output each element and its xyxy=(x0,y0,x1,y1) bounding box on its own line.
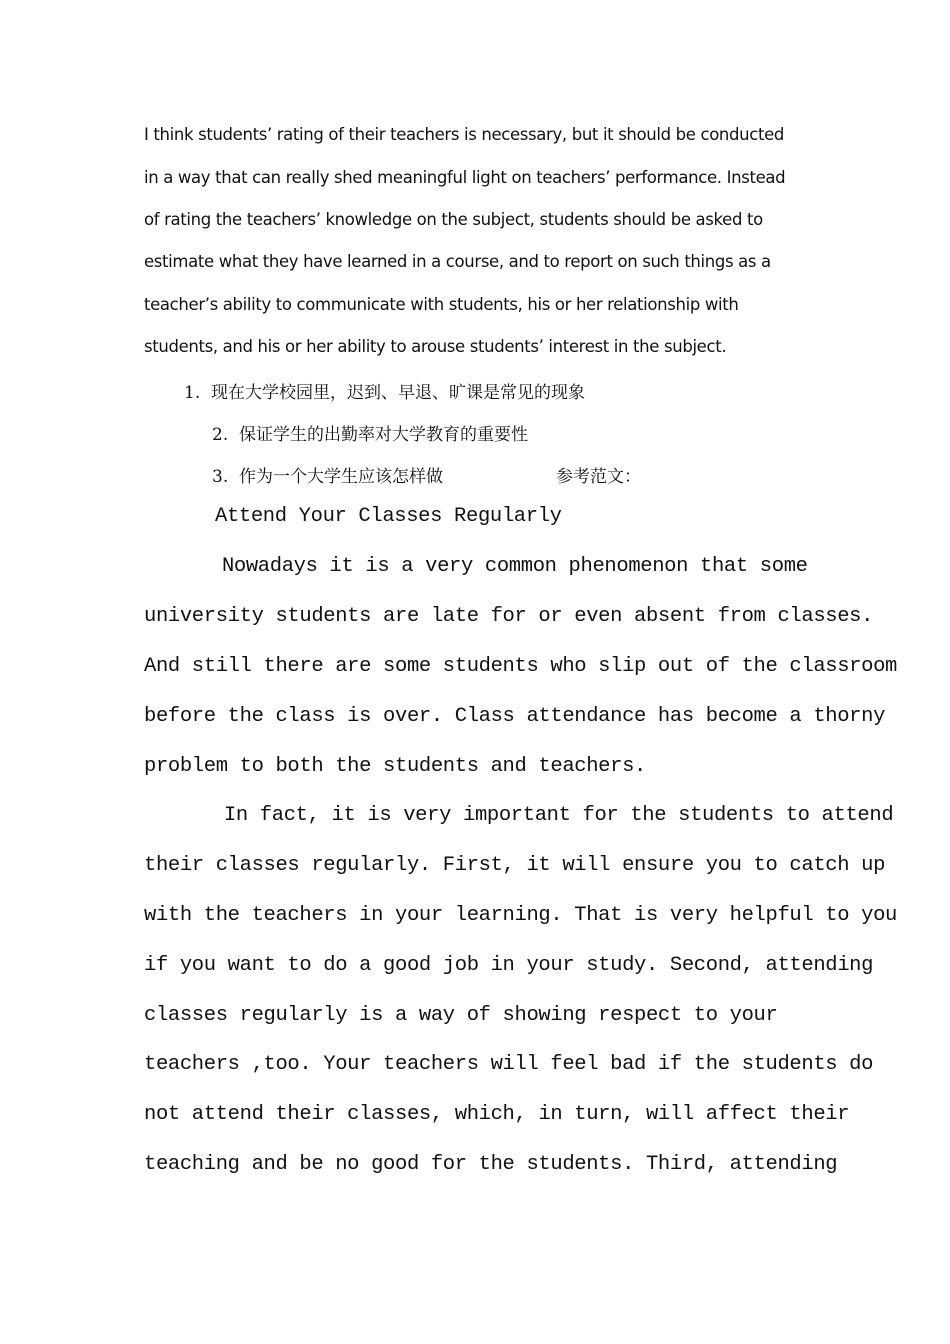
essay-line: their classes regularly. First, it will ensure you to catch up xyxy=(144,854,886,877)
essay-line: In fact, it is very important for the students to attend xyxy=(212,804,894,827)
intro-line: I think students’ rating of their teachers is necessary, but it should be conducted xyxy=(144,125,785,144)
essay-line: before the class is over. Class attendance has become a thorny xyxy=(144,705,886,728)
essay-line: problem to both the students and teachers. xyxy=(144,755,646,778)
essay-line: with the teachers in your learning. That is very helpful to you xyxy=(144,904,897,927)
intro-line: teacher’s ability to communicate with students, his or her relationship with xyxy=(144,295,739,314)
outline-item: 2. 保证学生的出勤率对大学教育的重要性 xyxy=(212,425,529,445)
sample-essay-label: 参考范文： xyxy=(556,467,641,487)
outline-item: 1. 现在大学校园里，迟到、早退、旷课是常见的现象 xyxy=(184,383,586,403)
essay-line: university students are late for or even absent from classes. xyxy=(144,605,874,628)
outline-item: 3. 作为一个大学生应该怎样做 xyxy=(212,467,444,487)
essay-line: And still there are some students who slip out of the classroom xyxy=(144,655,897,678)
essay-title: Attend Your Classes Regularly xyxy=(215,505,562,528)
essay-line: teachers ,too. Your teachers will feel bad if the students do xyxy=(144,1053,874,1076)
intro-line: of rating the teachers’ knowledge on the subject, students should be asked to xyxy=(144,210,763,229)
essay-line: not attend their classes, which, in turn, will affect their xyxy=(144,1103,850,1126)
essay-line: classes regularly is a way of showing respect to your xyxy=(144,1004,778,1027)
intro-line: students, and his or her ability to arouse students’ interest in the subject. xyxy=(144,337,727,356)
intro-line: in a way that can really shed meaningful light on teachers’ performance. Instead xyxy=(144,168,786,187)
essay-line: teaching and be no good for the students. Third, attending xyxy=(144,1153,838,1176)
intro-line: estimate what they have learned in a course, and to report on such things as a xyxy=(144,252,771,271)
essay-line: if you want to do a good job in your study. Second, attending xyxy=(144,954,874,977)
essay-line: Nowadays it is a very common phenomenon that some xyxy=(210,555,808,578)
